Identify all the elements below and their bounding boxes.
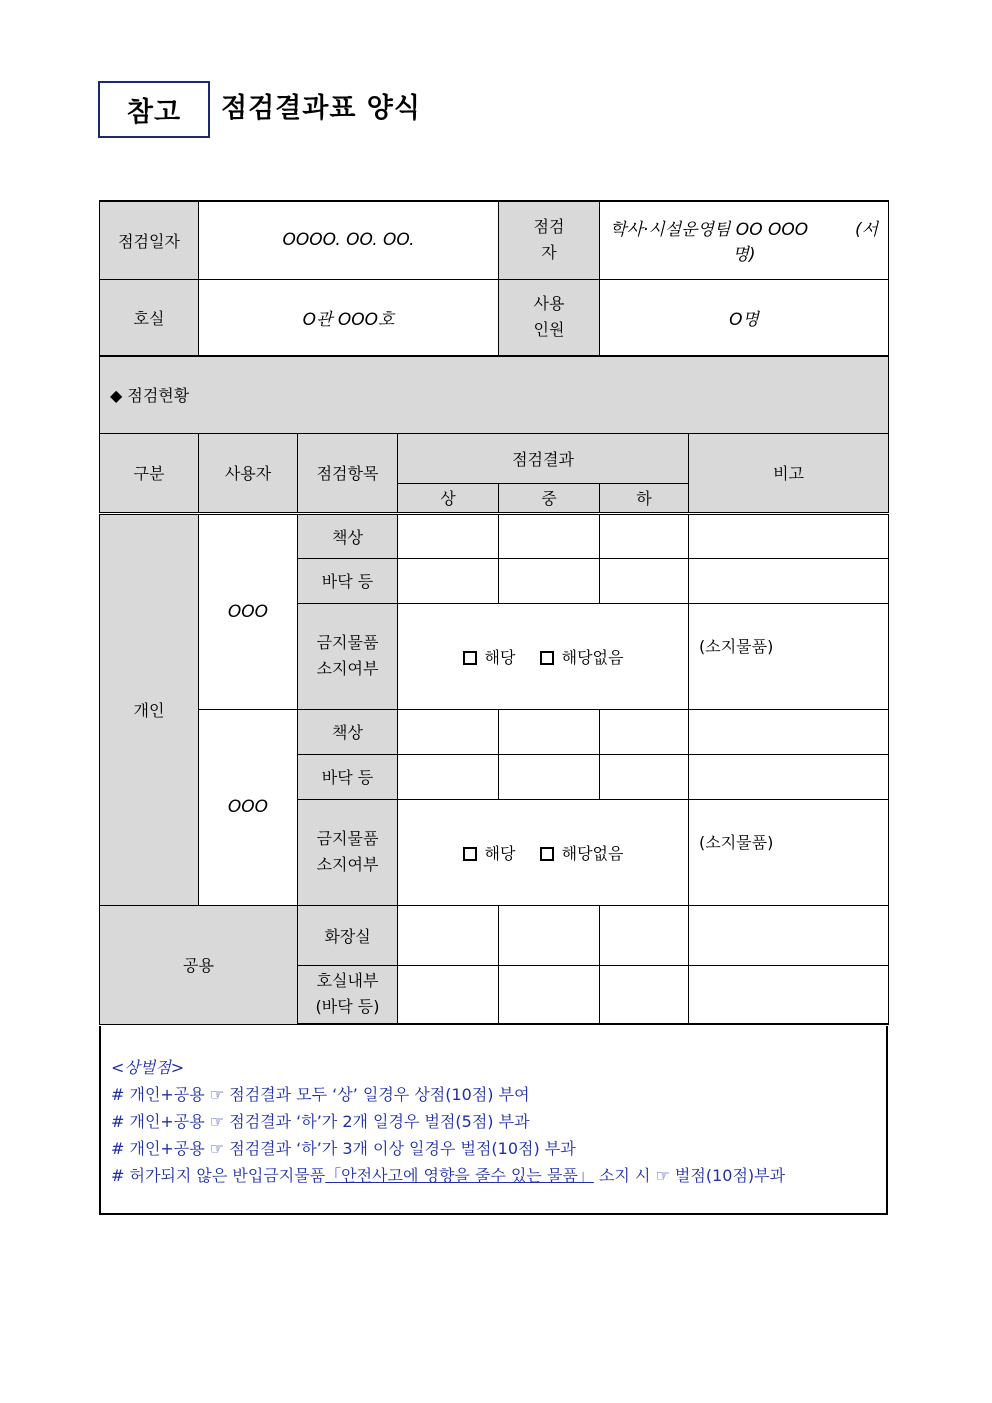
result-high-cell[interactable] [398,965,499,1024]
checkbox-icon[interactable] [540,847,554,861]
user1-name[interactable]: OOO [199,513,298,709]
date-label: 점검일자 [100,201,199,279]
col-mid: 중 [499,483,600,513]
notes-line: # 개인+공용 ☞ 점검결과 ‘하’가 2개 일경우 벌점(5점) 부과 [111,1112,530,1131]
inspector-label-line2: 자 [541,243,557,263]
col-remarks: 비고 [689,433,889,513]
col-category: 구분 [100,433,199,513]
inspector-label [499,201,600,279]
result-low-cell[interactable] [600,709,689,754]
remarks-cell[interactable] [689,709,889,754]
inspection-table [99,200,889,1025]
checkbox-icon[interactable] [540,651,554,665]
date-value[interactable]: OOOO. OO. OO. [199,201,499,279]
notes-line4-suffix: 소지 시 ☞ 벌점(10점)부과 [593,1166,786,1185]
reference-badge [98,81,210,138]
notes-line4-prefix: # 허가되지 않은 반입금지물품 [111,1166,326,1185]
col-low: 하 [600,483,689,513]
result-mid-cell[interactable] [499,558,600,603]
result-mid-cell[interactable] [499,513,600,558]
possession-note[interactable]: (소지물품) [689,603,889,709]
item-floor: 바닥 등 [298,754,398,799]
col-user: 사용자 [199,433,298,513]
users-label-line2: 인원 [533,320,565,340]
result-mid-cell[interactable] [499,905,600,965]
users-label [499,279,600,356]
notes-line [111,1162,886,1189]
inspector-name: 학사·시설운영팀 OO OOO [610,220,809,241]
remarks-cell[interactable] [689,754,889,799]
result-low-cell[interactable] [600,965,689,1024]
common-label: 공용 [100,905,298,1024]
item-desk: 책상 [298,513,398,558]
item-floor: 바닥 등 [298,558,398,603]
item-prohibited [298,799,398,905]
result-low-cell[interactable] [600,513,689,558]
remarks-cell[interactable] [689,513,889,558]
notes-line: # 개인+공용 ☞ 점검결과 모두 ‘상’ 일경우 상점(10점) 부여 [111,1085,530,1104]
checkbox-icon[interactable] [463,847,477,861]
personal-label: 개인 [100,513,199,905]
room-value[interactable]: O관 OOO호 [199,279,499,356]
page-title: 점검결과표 양식 [221,93,421,124]
section-title: ◆ 점검현황 [100,356,889,433]
reference-badge-label: 참고 [126,97,182,128]
room-label: 호실 [100,279,199,356]
item-desk: 책상 [298,709,398,754]
result-high-cell[interactable] [398,558,499,603]
inspector-value[interactable] [600,201,889,279]
result-mid-cell[interactable] [499,965,600,1024]
checkbox-icon[interactable] [463,651,477,665]
signature-mark: (서명) [732,220,878,266]
option-no: 해당없음 [561,647,624,667]
remarks-cell[interactable] [689,558,889,603]
reward-penalty-notes [99,1026,888,1215]
result-high-cell[interactable] [398,709,499,754]
remarks-cell[interactable] [689,905,889,965]
option-yes: 해당 [484,647,516,667]
col-item: 점검항목 [298,433,398,513]
prohibited-options [398,603,689,709]
possession-note[interactable]: (소지물품) [689,799,889,905]
item-prohibited-line2: 소지여부 [316,659,379,678]
users-label-line1: 사용 [533,294,565,314]
result-high-cell[interactable] [398,513,499,558]
item-room-inside-line2: (바닥 등) [315,997,380,1017]
item-prohibited-line1: 금지물품 [316,829,379,848]
item-prohibited-line1: 금지물품 [316,633,379,652]
users-value[interactable]: O명 [600,279,889,356]
result-low-cell[interactable] [600,905,689,965]
inspector-label-line1: 점검 [533,217,565,237]
option-yes: 해당 [484,843,516,863]
col-result: 점검결과 [398,433,689,483]
item-room-inside [298,965,398,1024]
option-no: 해당없음 [561,843,624,863]
item-restroom: 화장실 [298,905,398,965]
remarks-cell[interactable] [689,965,889,1024]
result-high-cell[interactable] [398,754,499,799]
item-prohibited [298,603,398,709]
result-mid-cell[interactable] [499,754,600,799]
notes-line: # 개인+공용 ☞ 점검결과 ‘하’가 3개 이상 일경우 벌점(10점) 부과 [111,1139,576,1158]
result-low-cell[interactable] [600,558,689,603]
item-prohibited-line2: 소지여부 [316,855,379,874]
notes-line4-emphasis: 「안전사고에 영향을 줄수 있는 물품」 [325,1166,594,1185]
user2-name[interactable]: OOO [199,709,298,905]
result-low-cell[interactable] [600,754,689,799]
item-room-inside-line1: 호실내부 [316,971,379,991]
prohibited-options [398,799,689,905]
result-mid-cell[interactable] [499,709,600,754]
notes-heading: <상벌점> [111,1058,185,1077]
result-high-cell[interactable] [398,905,499,965]
col-high: 상 [398,483,499,513]
